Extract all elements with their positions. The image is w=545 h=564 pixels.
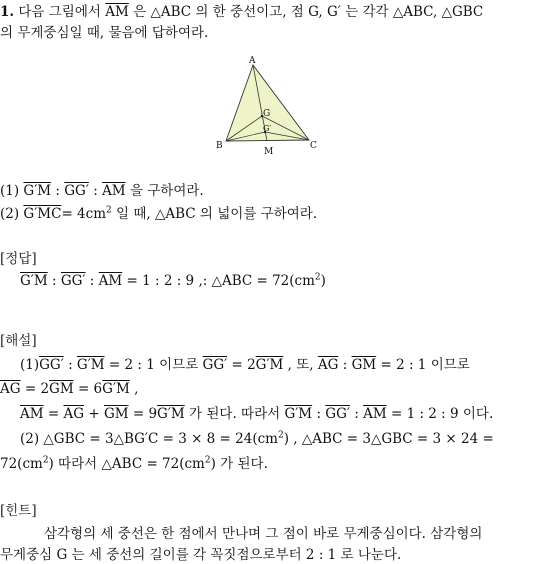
segment: $\overline{GM}$ — [351, 357, 377, 373]
segment: $\overline{AG}$ — [63, 406, 85, 422]
problem-line-1 — [0, 3, 483, 21]
question-number: (2) — [0, 206, 20, 222]
colon: : — [89, 273, 95, 289]
text: ) , △ABC = 3△GBC = 3 × 24 = — [283, 431, 494, 447]
label-a: A — [249, 56, 256, 66]
colon: : — [316, 406, 321, 422]
label-g: G — [263, 109, 271, 119]
colon: : — [68, 357, 73, 373]
colon: : — [51, 273, 57, 289]
segment: G′MC — [23, 206, 62, 222]
segment: G′M — [157, 406, 185, 422]
explanation-line-2 — [0, 380, 138, 398]
segment: G′M — [284, 406, 313, 422]
label-m: M — [264, 147, 274, 157]
colon: : — [342, 357, 348, 373]
segment: G′M — [20, 273, 48, 289]
problem-number: 1. — [0, 4, 15, 20]
answer-line — [20, 272, 326, 290]
text: = 1 : 2 : 9 이다. — [390, 406, 494, 422]
answer-text: = 1 : 2 : 9 ,: △ABC = 72(cm — [126, 273, 315, 289]
hint-heading: [힌트] — [0, 503, 37, 519]
segment: GG′ — [64, 183, 89, 199]
text: ) 가 된다. — [210, 456, 268, 472]
segment: $\overline{AM}$ — [102, 183, 126, 199]
text: = 2 : 1 이므로 — [380, 357, 470, 373]
text: + — [88, 406, 100, 422]
question-text: 일 때, △ABC 의 넓이를 구하여라. — [116, 206, 318, 222]
hint-line-2: 무게중심 G 는 세 중선의 길이를 각 꼭짓점으로부터 2 : 1 로 나눈다. — [0, 547, 402, 563]
superscript: 2 — [42, 455, 49, 466]
text: , 또, — [287, 357, 314, 373]
segment: $\overline{AG}$ — [317, 357, 339, 373]
segment: $\overline{AM}$ — [98, 273, 123, 289]
problem-text: 은 △ABC 의 한 중선이고, 점 G, G′ 는 각각 △ABC, △GBC — [133, 4, 484, 20]
segment: G′M — [255, 357, 284, 373]
answer-heading: [정답] — [0, 251, 37, 267]
colon: : — [55, 183, 60, 199]
segment: $\overline{GM}$ — [103, 406, 129, 422]
text: = 6 — [77, 381, 103, 397]
problem-text: 다음 그림에서 — [18, 4, 101, 20]
explanation-line-1 — [20, 356, 470, 374]
segment: $\overline{AM}$ — [20, 406, 44, 422]
equation: = 4cm — [61, 206, 106, 222]
answer-text: ) — [320, 273, 326, 289]
text: 가 된다. 따라서 — [189, 406, 281, 422]
label-b: B — [216, 141, 223, 151]
segment: GG′ — [39, 357, 64, 373]
hint-line-1: 삼각형의 세 중선은 한 점에서 만나며 그 점이 바로 무게중심이다. 삼각형의 — [44, 526, 483, 542]
superscript: 2 — [204, 455, 211, 466]
segment: GG′ — [60, 273, 86, 289]
segment: G′M — [102, 381, 130, 397]
text: 72(cm — [0, 456, 43, 472]
label-g2: G′ — [263, 124, 272, 133]
colon: : — [354, 406, 359, 422]
segment: G′M — [76, 357, 105, 373]
text: = 9 — [132, 406, 158, 422]
question-number: (1) — [0, 183, 20, 199]
superscript: 2 — [277, 430, 284, 441]
segment: GG′ — [202, 357, 228, 373]
segment: $\overline{AG}$ — [0, 381, 21, 397]
segment: $\overline{AM}$ — [363, 406, 387, 422]
explanation-line-4 — [20, 430, 494, 448]
triangle-figure — [213, 55, 323, 157]
segment: GG′ — [325, 406, 350, 422]
segment: $\overline{GM}$ — [49, 381, 74, 397]
text: = 2 : 1 이므로 — [108, 357, 199, 373]
segment: G′M — [23, 183, 52, 199]
explanation-line-3 — [20, 405, 493, 423]
text: = 2 — [24, 381, 50, 397]
colon: : — [93, 183, 98, 199]
question-text: 을 구하여라. — [129, 183, 204, 199]
text: = 2 — [231, 357, 256, 373]
question-1 — [0, 182, 204, 200]
text: = — [47, 406, 60, 422]
explanation-line-5 — [0, 455, 268, 473]
text: , — [134, 381, 139, 397]
segment-am: $\overline{AM}$ — [105, 4, 129, 20]
label-c: C — [310, 141, 317, 151]
question-2 — [0, 205, 317, 223]
explanation-heading: [해설] — [0, 333, 37, 349]
text: ) 따라서 △ABC = 72(cm — [48, 456, 205, 472]
text: (1) — [20, 357, 40, 373]
superscript: 2 — [314, 272, 321, 283]
text: (2) △GBC = 3△BG′C = 3 × 8 = 24(cm — [20, 431, 278, 447]
superscript: 2 — [106, 205, 112, 216]
problem-line-2: 의 무게중심일 때, 물음에 답하여라. — [0, 25, 209, 41]
